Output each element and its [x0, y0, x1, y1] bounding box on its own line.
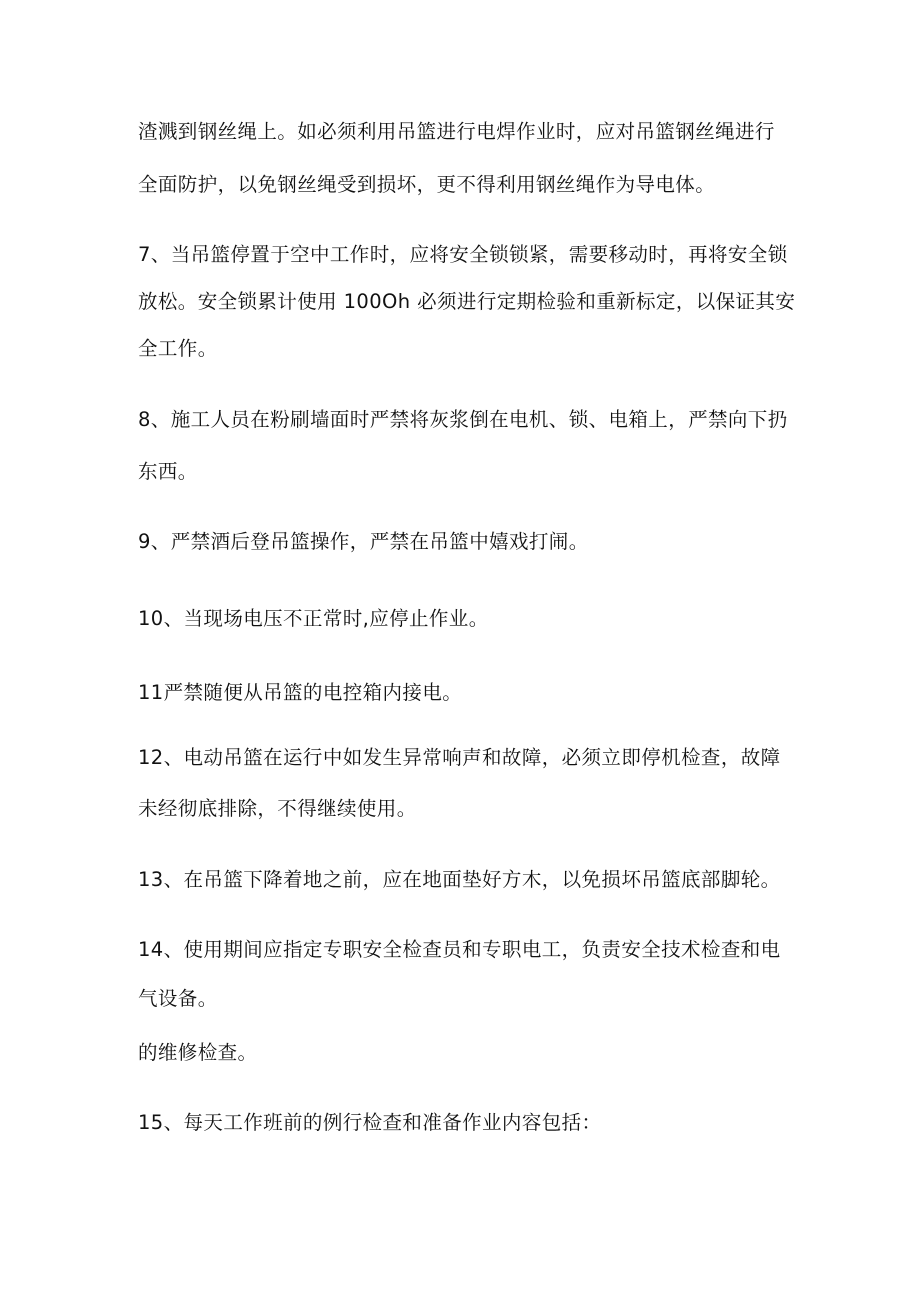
- item-11: 11严禁随便从吊篮的电控箱内接电。: [138, 681, 463, 704]
- item-8-line-1: 8、施工人员在粉刷墙面时严禁将灰浆倒在电机、锁、电箱上，严禁向下扔: [138, 408, 788, 431]
- item-7-line-1: 7、当吊篮停置于空中工作时，应将安全锁锁紧，需要移动时，再将安全锁: [138, 243, 788, 266]
- item-14-line-1: 14、使用期间应指定专职安全检查员和专职电工，负责安全技术检查和电: [138, 938, 781, 961]
- item-8-line-2: 东西。: [138, 460, 198, 483]
- text-line-1: 渣溅到钢丝绳上。如必须利用吊篮进行电焊作业时，应对吊篮钢丝绳进行: [138, 120, 775, 143]
- item-9: 9、严禁酒后登吊篮操作，严禁在吊篮中嬉戏打闹。: [138, 530, 589, 553]
- item-13: 13、在吊篮下降着地之前，应在地面垫好方木，以免损坏吊篮底部脚轮。: [138, 868, 781, 891]
- item-7-line-2: 放松。安全锁累计使用 100Oh 必须进行定期检验和重新标定，以保证其安: [138, 290, 796, 313]
- item-10: 10、当现场电压不正常时,应停止作业。: [138, 607, 489, 630]
- item-15: 15、每天工作班前的例行检查和准备作业内容包括：: [138, 1111, 602, 1134]
- item-14-line-3: 的维修检查。: [138, 1041, 258, 1064]
- item-12-line-2: 未经彻底排除，不得继续使用。: [138, 797, 417, 820]
- item-14-line-2: 气设备。: [138, 987, 218, 1010]
- item-7-line-3: 全工作。: [138, 337, 218, 360]
- item-12-line-1: 12、电动吊篮在运行中如发生异常响声和故障，必须立即停机检查，故障: [138, 746, 781, 769]
- text-line-2: 全面防护，以免钢丝绳受到损坏，更不得利用钢丝绳作为导电体。: [138, 173, 716, 196]
